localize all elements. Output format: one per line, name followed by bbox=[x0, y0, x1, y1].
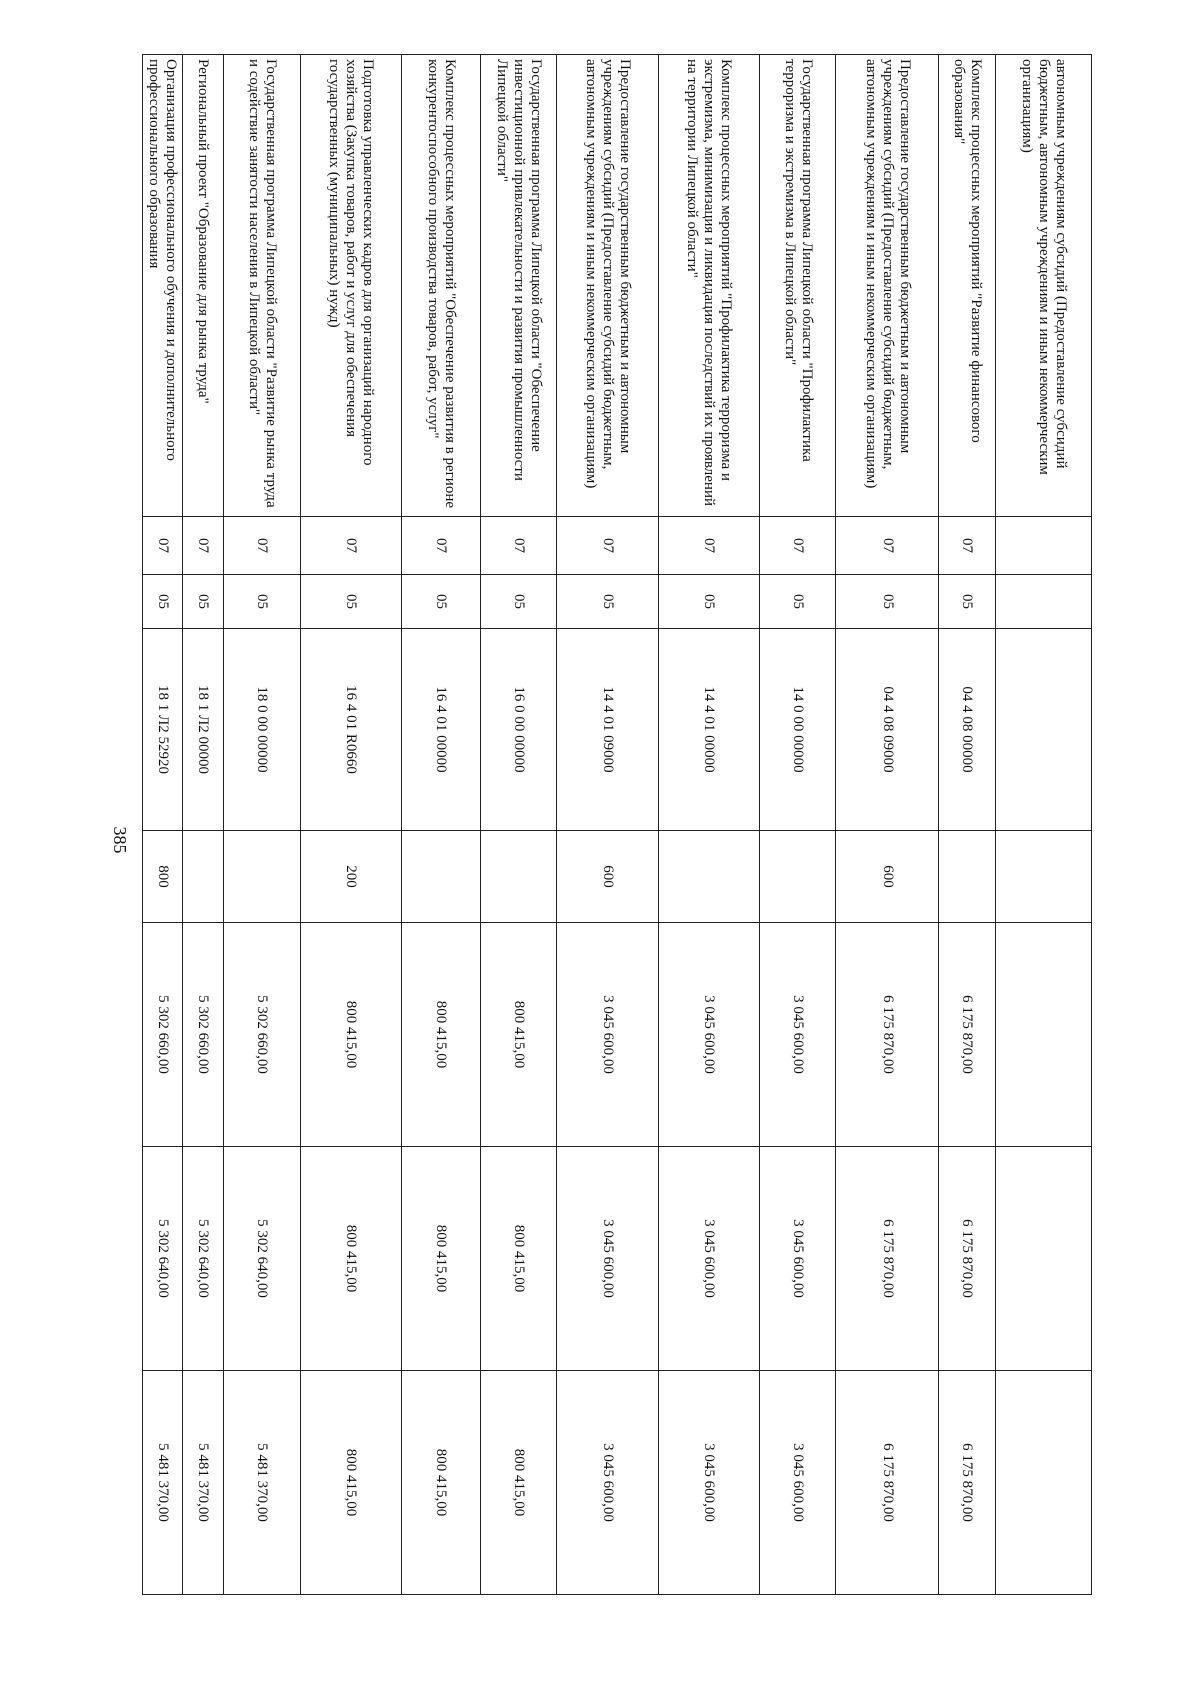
cell-amount-year3: 5 481 370,00 bbox=[143, 1371, 183, 1595]
cell-amount-year1: 3 045 600,00 bbox=[557, 923, 658, 1147]
cell-subsection: 05 bbox=[759, 575, 836, 629]
cell-target-article bbox=[996, 629, 1092, 831]
cell-section: 07 bbox=[224, 517, 301, 575]
cell-amount-year3: 800 415,00 bbox=[480, 1371, 557, 1595]
cell-amount-year2: 6 175 870,00 bbox=[836, 1147, 938, 1371]
cell-target-article: 18 1 Л2 00000 bbox=[182, 629, 224, 831]
table-row bbox=[224, 55, 301, 1595]
table-row bbox=[938, 55, 996, 1595]
cell-subsection bbox=[996, 575, 1092, 629]
cell-subsection: 05 bbox=[938, 575, 996, 629]
table-row bbox=[658, 55, 759, 1595]
cell-amount-year2: 800 415,00 bbox=[401, 1147, 480, 1371]
cell-section: 07 bbox=[658, 517, 759, 575]
cell-subsection: 05 bbox=[143, 575, 183, 629]
cell-amount-year3: 800 415,00 bbox=[401, 1371, 480, 1595]
cell-target-article: 14 4 01 09000 bbox=[557, 629, 658, 831]
cell-amount-year2: 800 415,00 bbox=[480, 1147, 557, 1371]
cell-amount-year3: 5 481 370,00 bbox=[182, 1371, 224, 1595]
cell-name: Комплекс процессных мероприятий "Профилактика терроризма и экстремизма, минимизация и ликвидация последствий их проявлений на территории Липецкой области" bbox=[658, 55, 759, 517]
cell-amount-year3: 3 045 600,00 bbox=[658, 1371, 759, 1595]
cell-amount-year2: 5 302 640,00 bbox=[182, 1147, 224, 1371]
cell-subsection: 05 bbox=[836, 575, 938, 629]
cell-target-article: 18 0 00 00000 bbox=[224, 629, 301, 831]
table-row bbox=[401, 55, 480, 1595]
cell-section: 07 bbox=[557, 517, 658, 575]
cell-amount-year1: 800 415,00 bbox=[300, 923, 401, 1147]
table-row bbox=[557, 55, 658, 1595]
cell-section bbox=[996, 517, 1092, 575]
page-number: 385 bbox=[110, 826, 130, 854]
cell-name: Подготовка управленческих кадров для организаций народного хозяйства (Закупка товаров, работ и услуг для обеспечения государственных (муниципальных) нужд) bbox=[300, 55, 401, 517]
cell-expense-type bbox=[759, 831, 836, 923]
cell-amount-year2: 6 175 870,00 bbox=[938, 1147, 996, 1371]
cell-target-article: 14 4 01 00000 bbox=[658, 629, 759, 831]
cell-amount-year3: 3 045 600,00 bbox=[759, 1371, 836, 1595]
cell-subsection: 05 bbox=[557, 575, 658, 629]
cell-name: Комплекс процессных мероприятий "Развитие финансового образования" bbox=[938, 55, 996, 517]
table-body bbox=[143, 55, 1092, 1595]
cell-amount-year2: 3 045 600,00 bbox=[658, 1147, 759, 1371]
cell-name: Региональный проект "Образование для рынка труда" bbox=[182, 55, 224, 517]
table-row bbox=[143, 55, 183, 1595]
cell-amount-year2 bbox=[996, 1147, 1092, 1371]
table-row bbox=[182, 55, 224, 1595]
cell-expense-type: 600 bbox=[836, 831, 938, 923]
cell-amount-year3: 6 175 870,00 bbox=[938, 1371, 996, 1595]
cell-expense-type: 600 bbox=[557, 831, 658, 923]
cell-name: Предоставление государственным бюджетным и автономным учреждениям субсидий (Предоставление субсидий бюджетным, автономным учреждениям и иным некоммерческим организациям) bbox=[836, 55, 938, 517]
cell-amount-year1: 800 415,00 bbox=[401, 923, 480, 1147]
cell-amount-year1 bbox=[996, 923, 1092, 1147]
cell-subsection: 05 bbox=[658, 575, 759, 629]
cell-amount-year1: 6 175 870,00 bbox=[938, 923, 996, 1147]
cell-amount-year3: 5 481 370,00 bbox=[224, 1371, 301, 1595]
cell-expense-type bbox=[996, 831, 1092, 923]
cell-amount-year1: 3 045 600,00 bbox=[658, 923, 759, 1147]
cell-expense-type bbox=[480, 831, 557, 923]
cell-amount-year1: 5 302 660,00 bbox=[143, 923, 183, 1147]
table-row bbox=[300, 55, 401, 1595]
cell-expense-type bbox=[224, 831, 301, 923]
cell-section: 07 bbox=[759, 517, 836, 575]
cell-subsection: 05 bbox=[300, 575, 401, 629]
cell-amount-year3: 3 045 600,00 bbox=[557, 1371, 658, 1595]
cell-target-article: 04 4 08 09000 bbox=[836, 629, 938, 831]
cell-section: 07 bbox=[938, 517, 996, 575]
cell-section: 07 bbox=[480, 517, 557, 575]
cell-expense-type: 800 bbox=[143, 831, 183, 923]
cell-subsection: 05 bbox=[182, 575, 224, 629]
cell-amount-year2: 3 045 600,00 bbox=[557, 1147, 658, 1371]
cell-target-article: 16 4 01 00000 bbox=[401, 629, 480, 831]
cell-name: Государственная программа Липецкой области "Профилактика терроризма и экстремизма в Липецкой области" bbox=[759, 55, 836, 517]
cell-amount-year3: 6 175 870,00 bbox=[836, 1371, 938, 1595]
cell-expense-type bbox=[401, 831, 480, 923]
table-row bbox=[759, 55, 836, 1595]
cell-subsection: 05 bbox=[480, 575, 557, 629]
cell-amount-year1: 5 302 660,00 bbox=[182, 923, 224, 1147]
cell-target-article: 14 0 00 00000 bbox=[759, 629, 836, 831]
cell-subsection: 05 bbox=[401, 575, 480, 629]
cell-target-article: 18 1 Л2 52920 bbox=[143, 629, 183, 831]
cell-amount-year1: 3 045 600,00 bbox=[759, 923, 836, 1147]
cell-expense-type bbox=[182, 831, 224, 923]
cell-name: Комплекс процессных мероприятий "Обеспечение развития в регионе конкурентоспособного производства товаров, работ, услуг" bbox=[401, 55, 480, 517]
cell-section: 07 bbox=[300, 517, 401, 575]
cell-name: Организация профессионального обучения и дополнительного профессионального образования bbox=[143, 55, 183, 517]
cell-section: 07 bbox=[182, 517, 224, 575]
cell-amount-year1: 800 415,00 bbox=[480, 923, 557, 1147]
cell-target-article: 16 4 01 R0660 bbox=[300, 629, 401, 831]
budget-table-rotated bbox=[142, 54, 1092, 1594]
table-row bbox=[836, 55, 938, 1595]
budget-table bbox=[142, 54, 1092, 1595]
cell-amount-year2: 5 302 640,00 bbox=[143, 1147, 183, 1371]
cell-name: Предоставление государственным бюджетным и автономным учреждениям субсидий (Предоставление субсидий бюджетным, автономным учреждениям и иным некоммерческим организациям) bbox=[557, 55, 658, 517]
cell-amount-year2: 3 045 600,00 bbox=[759, 1147, 836, 1371]
table-row bbox=[996, 55, 1092, 1595]
cell-name: Государственная программа Липецкой области "Развитие рынка труда и содействие занятости населения в Липецкой области" bbox=[224, 55, 301, 517]
table-row bbox=[480, 55, 557, 1595]
cell-subsection: 05 bbox=[224, 575, 301, 629]
cell-amount-year1: 5 302 660,00 bbox=[224, 923, 301, 1147]
cell-amount-year2: 800 415,00 bbox=[300, 1147, 401, 1371]
cell-amount-year1: 6 175 870,00 bbox=[836, 923, 938, 1147]
cell-amount-year2: 5 302 640,00 bbox=[224, 1147, 301, 1371]
cell-section: 07 bbox=[836, 517, 938, 575]
cell-expense-type: 200 bbox=[300, 831, 401, 923]
cell-section: 07 bbox=[143, 517, 183, 575]
cell-amount-year3: 800 415,00 bbox=[300, 1371, 401, 1595]
cell-section: 07 bbox=[401, 517, 480, 575]
cell-target-article: 04 4 08 00000 bbox=[938, 629, 996, 831]
cell-expense-type bbox=[938, 831, 996, 923]
cell-amount-year3 bbox=[996, 1371, 1092, 1595]
cell-target-article: 16 0 00 00000 bbox=[480, 629, 557, 831]
cell-expense-type bbox=[658, 831, 759, 923]
cell-name: Государственная программа Липецкой области "Обеспечение инвестиционной привлекательности и развития промышленности Липецкой области" bbox=[480, 55, 557, 517]
cell-name: автономным учреждениям субсидий (Предоставление субсидий бюджетным, автономным учреждениям и иным некоммерческим организациям) bbox=[996, 55, 1092, 517]
